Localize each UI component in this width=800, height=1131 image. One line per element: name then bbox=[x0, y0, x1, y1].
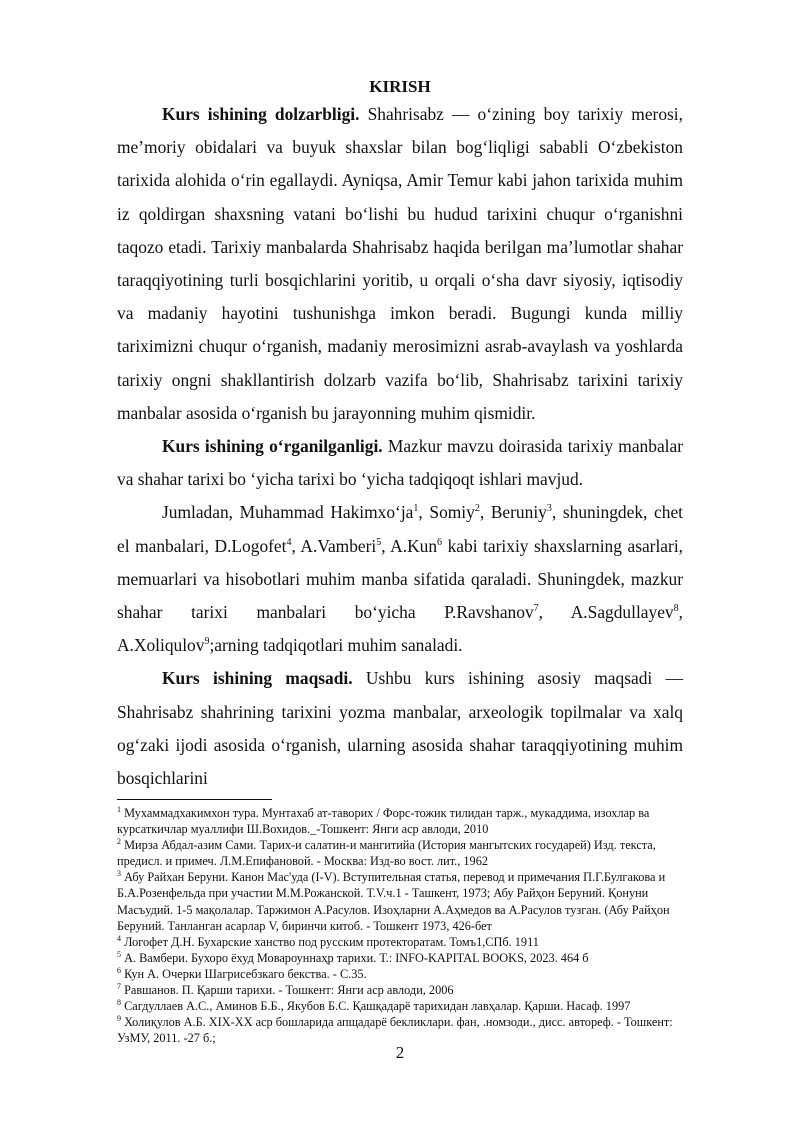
text-run: , A.Sagdullayev bbox=[538, 602, 674, 623]
footnote-text: Равшанов. П. Қарши тарихи. - Тошкент: Янги аср авлоди, 2006 bbox=[121, 983, 454, 998]
section-title: KIRISH bbox=[369, 77, 431, 96]
footnote-ref[interactable]: 6 bbox=[437, 536, 443, 548]
footnote-text: Мирза Абдал-азим Сами. Тарих-и салатин-и мангитийа (История мангытских государей) Изд. текста, предисл. и примеч. Л.М.Епифановой. - Москва: Изд-во вост. лит., 1962 bbox=[117, 838, 656, 869]
footnote-text: Кун А. Очерки Шагрисебзкаго бекства. - С.35. bbox=[121, 966, 367, 981]
text-run: , Somiy bbox=[418, 502, 475, 523]
footnote-number: 9 bbox=[117, 1014, 121, 1024]
footnote bbox=[117, 950, 683, 966]
text-run: , Beruniy bbox=[479, 502, 547, 523]
page-number: 2 bbox=[395, 1043, 405, 1062]
footnote-ref[interactable]: 1 bbox=[413, 503, 419, 515]
footnote-number: 1 bbox=[117, 804, 121, 814]
footnote-ref[interactable]: 8 bbox=[673, 603, 679, 615]
footnote-ref[interactable]: 5 bbox=[376, 536, 382, 548]
footnote-number: 7 bbox=[117, 981, 121, 991]
footnote-number: 5 bbox=[117, 949, 121, 959]
footnote-ref[interactable]: 4 bbox=[286, 536, 292, 548]
footnote-text: Логофет Д.Н. Бухарские ханство под русским протекторатам. Томъ1,СПб. 1911 bbox=[121, 934, 539, 949]
text-run: , A.Vamberi bbox=[291, 535, 377, 556]
text-run: Jumladan, Muhammad Hakimxo‘ja bbox=[162, 502, 414, 523]
footnote bbox=[117, 982, 683, 998]
paragraph-relevance bbox=[117, 98, 683, 430]
footnote-text: Холиқулов А.Б. XIX-XX аср бошларида апщадарё бекликлари. фан, .номзоди., дисс. автореф. - Тошкент: УзМУ, 2011. -27 б.; bbox=[117, 1015, 673, 1046]
footnote bbox=[117, 805, 683, 837]
paragraph-goal bbox=[117, 662, 683, 795]
footnote-text: А. Вамбери. Бухоро ёхуд Мовароуннаҳр тарихи. Т.: INFO-KAPITAL BOOKS, 2023. 464 б bbox=[121, 950, 589, 965]
footnote bbox=[117, 998, 683, 1014]
paragraph-lead: Kurs ishining maqsadi. bbox=[162, 668, 353, 689]
footnotes bbox=[117, 805, 683, 1046]
paragraph-sources bbox=[117, 496, 683, 662]
footnote-ref[interactable]: 2 bbox=[474, 503, 480, 515]
paragraph-lead: Kurs ishining dolzarbligi. bbox=[162, 104, 360, 124]
footnote-ref[interactable]: 3 bbox=[546, 503, 552, 515]
footnote-number: 8 bbox=[117, 998, 121, 1008]
text-run: ;arning tadqiqotlari muhim sanaladi. bbox=[209, 635, 463, 656]
footnote bbox=[117, 869, 683, 933]
footnote-separator bbox=[117, 799, 272, 800]
footnote bbox=[117, 934, 683, 950]
text-run: kabi tarixiy shaxslarning asarlari, memuarlari va hisobotlari muhim manba sifatida qaraladi. Shuningdek, mazkur shahar tarixi manbalari bo‘yicha P.Ravshanov bbox=[117, 535, 683, 623]
footnote bbox=[117, 837, 683, 869]
text-run: , shuningdek, chet el manbalari, D.Logofet bbox=[117, 502, 683, 556]
paragraph-study-level bbox=[117, 430, 683, 496]
footnote-number: 3 bbox=[117, 869, 121, 879]
footnote-text: Абу Райхан Беруни. Канон Мас'уда (I-V). Вступительная статья, перевод и примечания П.Г.Булгакова и Б.А.Розенфельда при участии М.М.Рожанской. Т.V.ч.1 - Ташкент, 1973; Абу Райҳон Беруний. Қонуни Масъудий. 1-5 мақолалар. Таржимон А.Расулов. Изоҳларни А.Аҳмедов ва А.Расулов тузган. (Абу Райҳон Беруний. Танланган асарлар V, биринчи китоб. - Тошкент 1973, 426-бет bbox=[117, 870, 670, 933]
footnote-text: Мухаммадхакимхон тура. Мунтахаб ат-таворих / Форс-тожик тилидан тарж., мукаддима, изохлар ва курсаткичлар муаллифи Ш.Вохидов._-Тошкент: Янги аср авлоди, 2010 bbox=[117, 806, 650, 837]
footnote-ref[interactable]: 9 bbox=[204, 636, 210, 648]
body-text bbox=[117, 98, 683, 795]
footnote-text: Сагдуллаев А.С., Аминов Б.Б., Якубов Б.С. Қашқадарё тарихидан лавҳалар. Қарши. Насаф. 1997 bbox=[121, 999, 631, 1014]
text-run: , A.Kun bbox=[381, 535, 438, 556]
paragraph-text: Ushbu kurs ishining asosiy maqsadi — Shahrisabz shahrining tarixini yozma manbalar, arxeologik topilmalar va xalq og‘zaki ijodi asosida o‘rganish, ularning asosida shahar taraqqiyotining muhim bosqichlarini bbox=[117, 668, 683, 789]
paragraph-text: Mazkur mavzu doirasida tarixiy manbalar va shahar tarixi bo ‘yicha tarixi bo ‘yicha tadqiqoqt ishlari mavjud. bbox=[117, 436, 684, 490]
footnote-number: 6 bbox=[117, 965, 121, 975]
footnote bbox=[117, 966, 683, 982]
text-run: , A.Xoliqulov bbox=[117, 602, 683, 656]
footnote-ref[interactable]: 7 bbox=[533, 603, 539, 615]
footnote-number: 4 bbox=[117, 933, 121, 943]
footnote-number: 2 bbox=[117, 837, 121, 847]
paragraph-lead: Kurs ishining o‘rganilganligi. bbox=[162, 436, 383, 457]
paragraph-text: Shahrisabz — o‘zining boy tarixiy merosi, me’moriy obidalari va buyuk shaxslar bilan bog‘liqligi sababli O‘zbekiston tarixida alohida o‘rin egallaydi. Ayniqsa, Amir Temur kabi jahon tarixida muhim iz qoldirgan shaxsning vatani bo‘lishi bu hudud tarixini chuqur o‘rganishni taqozo etadi. Tarixiy manbalarda Shahrisabz haqida berilgan ma’lumotlar shahar taraqqiyotining turli bosqichlarini yoritib, u orqali o‘sha davr siyosiy, iqtisodiy va madaniy hayotini tushunishga imkon beradi. Bugungi kunda milliy tariximizni chuqur o‘rganish, madaniy merosimizni asrab-avaylash va yoshlarda tarixiy ongni shakllantirish dolzarb vazifa bo‘lib, Shahrisabz tarixini tarixiy manbalar asosida o‘rganish bu jarayonning muhim qismidir. bbox=[117, 104, 683, 423]
